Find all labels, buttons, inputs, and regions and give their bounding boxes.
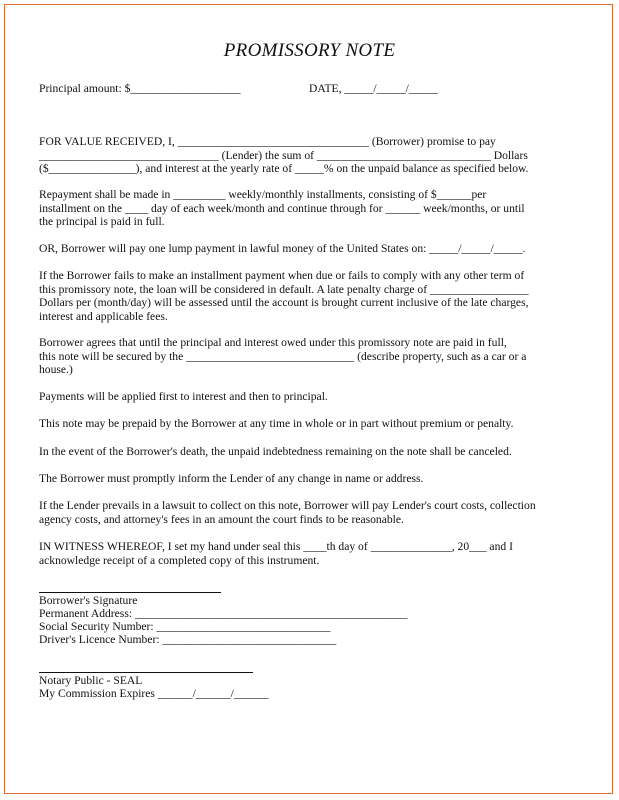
permanent-address-line: Permanent Address: _______________________________________________ — [39, 607, 408, 620]
paragraph-death: In the event of the Borrower's death, the unpaid indebtedness remaining on the note shall be canceled. — [39, 445, 512, 458]
commission-expires-line: My Commission Expires ______/______/______ — [39, 687, 269, 700]
social-security-line: Social Security Number: ______________________________ — [39, 620, 331, 633]
drivers-licence-line: Driver's Licence Number: ______________________________ — [39, 633, 337, 646]
paragraph-payments-applied: Payments will be applied first to interest and then to principal. — [39, 390, 328, 403]
paragraph-security: Borrower agrees that until the principal and interest owed under this promissory note are paid in full, this note will be secured by the _____________________________ (describe property, such as a car or a house.) — [39, 336, 527, 377]
document-title: PROMISSORY NOTE — [223, 40, 396, 61]
paragraph-prepayment: This note may be prepaid by the Borrower at any time in whole or in part without premium or penalty. — [39, 417, 514, 430]
notary-seal-label: Notary Public - SEAL — [39, 674, 143, 687]
paragraph-lump-payment: OR, Borrower will pay one lump payment in lawful money of the United States on: _____/_____/_____. — [39, 242, 526, 255]
paragraph-lawsuit: If the Lender prevails in a lawsuit to collect on this note, Borrower will pay Lender's court costs, collection agency costs, and attorney's fees in an amount the court finds to be reasonable. — [39, 499, 536, 526]
paragraph-witness: IN WITNESS WHEREOF, I set my hand under seal this ____th day of ______________, 20___ and I acknowledge receipt of a completed copy of this instrument. — [39, 540, 513, 567]
paragraph-default: If the Borrower fails to make an installment payment when due or fails to comply with any other term of this promissory note, the loan will be considered in default. A late penalty charge of _________________ Dollars per (month/day) will be assessed until the account is brought current inclusive of the late charges, interest and applicable fees. — [39, 269, 529, 323]
paragraph-value-received: FOR VALUE RECEIVED, I, _________________________________ (Borrower) promise to pay _______________________________ (Lender) the sum of ______________________________ Dollars ($_______________), and interest at the yearly rate of _____% on the unpaid balance as specified below. — [39, 135, 529, 176]
notary-signature-line — [39, 672, 253, 673]
principal-amount-line: Principal amount: $___________________ — [39, 82, 241, 95]
paragraph-inform-lender: The Borrower must promptly inform the Lender of any change in name or address. — [39, 472, 424, 485]
paragraph-repayment: Repayment shall be made in _________ weekly/monthly installments, consisting of $______per installment on the ____ day of each week/month and continue through for ______ week/months, or until the principal is paid in full. — [39, 188, 525, 229]
date-line: DATE, _____/_____/_____ — [309, 82, 438, 95]
borrower-signature-label: Borrower's Signature — [39, 594, 138, 607]
borrower-signature-line — [39, 592, 221, 593]
